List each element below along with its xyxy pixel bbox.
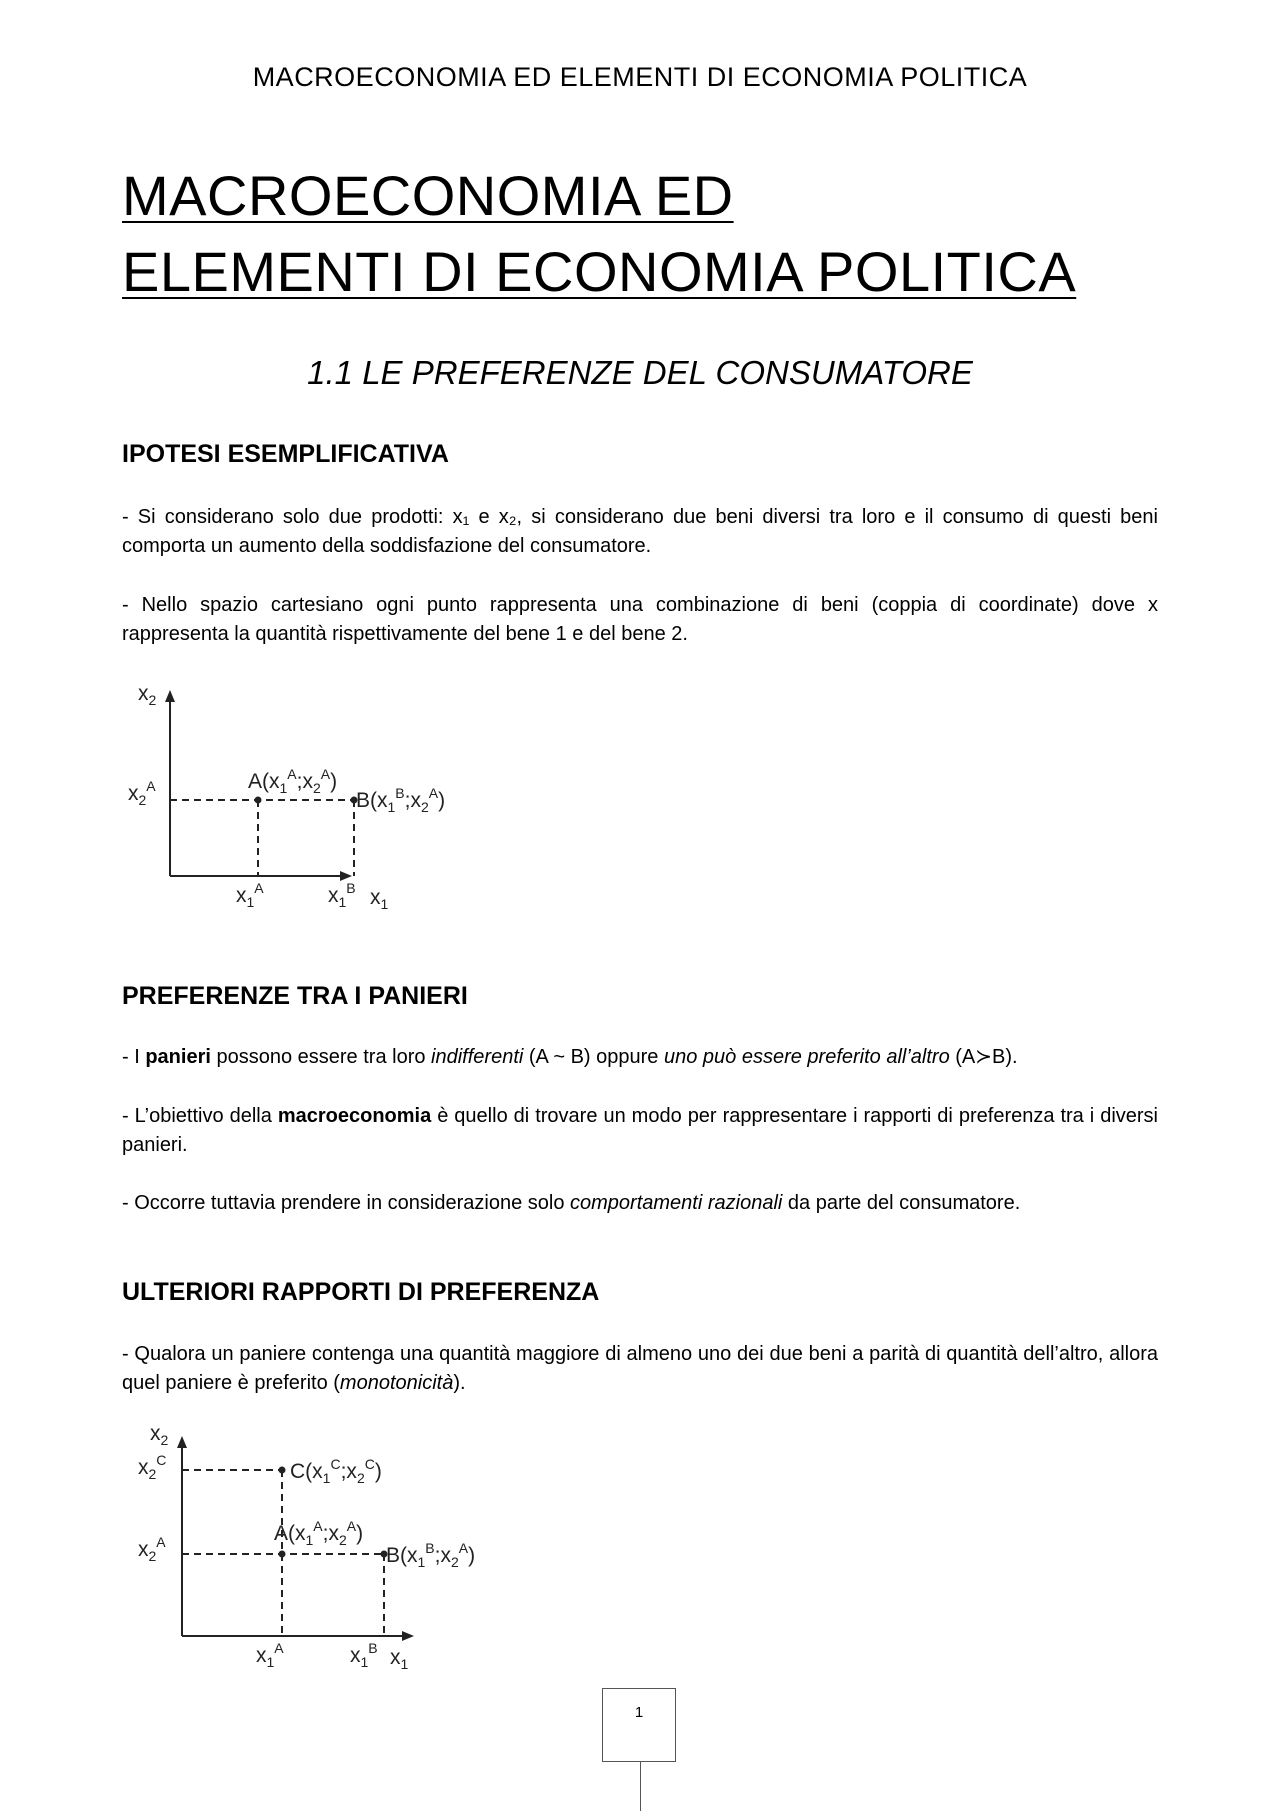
title-line-2: ELEMENTI DI ECONOMIA POLITICA [122,240,1077,303]
y-axis-arrow [177,1436,187,1448]
paragraph-razionali [122,1189,1158,1218]
text-italic-razionali: comportamenti razionali [570,1192,783,1214]
y-axis-label: $x_2$ [138,682,157,708]
y-axis-arrow [165,690,175,702]
text-italic-indifferenti: indifferenti [431,1046,524,1068]
text-run: da parte del consumatore. [782,1192,1021,1214]
chapter-subtitle: 1.1 LE PREFERENZE DEL CONSUMATORE [307,354,973,391]
x-tick-x1b: $x_1^B$ [350,1640,378,1670]
section-heading-ipotesi: IPOTESI ESEMPLIFICATIVA [122,440,449,468]
text-italic-preferito: uno può essere preferito all’altro [663,1046,950,1068]
x-axis-label: $x_1$ [390,1646,409,1672]
x-axis-arrow [402,1631,414,1641]
text-run: - Occorre tuttavia prendere in considerazione solo [122,1192,571,1214]
y-tick-x2a: $x_2^A$ [138,1534,166,1564]
paragraph-monotonicita [122,1340,1158,1398]
text-run: (A≻B). [949,1046,1018,1068]
page-number-connector [640,1762,641,1811]
page-number-box [602,1688,676,1762]
point-b-label: $B(x_1^B;x_2^A)$ [386,1540,476,1570]
x-tick-x1a: $x_1^A$ [236,880,264,910]
paragraph-spazio-cartesiano: - Nello spazio cartesiano ogni punto rappresenta una combinazione di beni (coppia di coordinate) dove x rappresenta la quantità rispettivamente del bene 1 e del bene 2. [122,594,1158,645]
point-c-label: $C(x_1^C;x_2^C)$ [290,1456,382,1486]
x-axis-label: $x_1$ [370,886,389,912]
point-b-label: $B(x_1^B;x_2^A)$ [356,785,446,815]
page-number: 1 [634,1704,644,1721]
x-tick-x1a: $x_1^A$ [256,1640,284,1670]
section-heading-preferenze: PREFERENZE TRA I PANIERI [122,982,468,1010]
text-run: - I [122,1046,146,1068]
x-tick-x1b: $x_1^B$ [328,880,356,910]
point-c-marker [279,1467,286,1474]
text-run: - L’obiettivo della [122,1105,278,1127]
text-run: è quello di trovare un modo per rappresentare i rapporti di preferenza tra i diversi panieri. [122,1105,1158,1156]
section-heading-ulteriori: ULTERIORI RAPPORTI DI PREFERENZA [122,1278,600,1306]
document-title [122,158,1076,310]
text-italic-monotonicita: monotonicità [339,1372,454,1394]
point-a-marker [255,797,262,804]
running-header: MACROECONOMIA ED ELEMENTI DI ECONOMIA POLITICA [252,62,1028,92]
title-line-1: MACROECONOMIA ED [122,164,734,227]
text-run: - Qualora un paniere contenga una quantità maggiore di almeno uno dei due beni a parità di quantità dell’altro, allora quel paniere è preferito ( [122,1343,1158,1394]
paragraph-panieri [122,1043,1158,1072]
point-a-label: $A(x_1^A;x_2^A)$ [274,1518,364,1548]
text-run: ). [453,1372,466,1394]
paragraph-obiettivo [122,1102,1158,1160]
text-bold-macroeconomia: macroeconomia [277,1105,432,1127]
text-run: possono essere tra loro [210,1046,432,1068]
text-run: (A ~ B) oppure [523,1046,664,1068]
paragraph-prodotti: - Si considerano solo due prodotti: x₁ e x₂, si considerano due beni diversi tra loro e il consumo di questi beni comporta un aumento della soddisfazione del consumatore. [122,506,1158,557]
point-a-marker [279,1551,286,1558]
text-bold-panieri: panieri [145,1046,211,1068]
point-a-label: $A(x_1^A;x_2^A)$ [248,766,338,796]
diagram-baskets-abc [124,1418,524,1678]
y-tick-x2c: $x_2^C$ [138,1452,167,1482]
diagram-baskets-ab [124,676,484,916]
y-tick-x2a: $x_2^A$ [128,778,156,808]
y-axis-label: $x_2$ [150,1422,169,1448]
